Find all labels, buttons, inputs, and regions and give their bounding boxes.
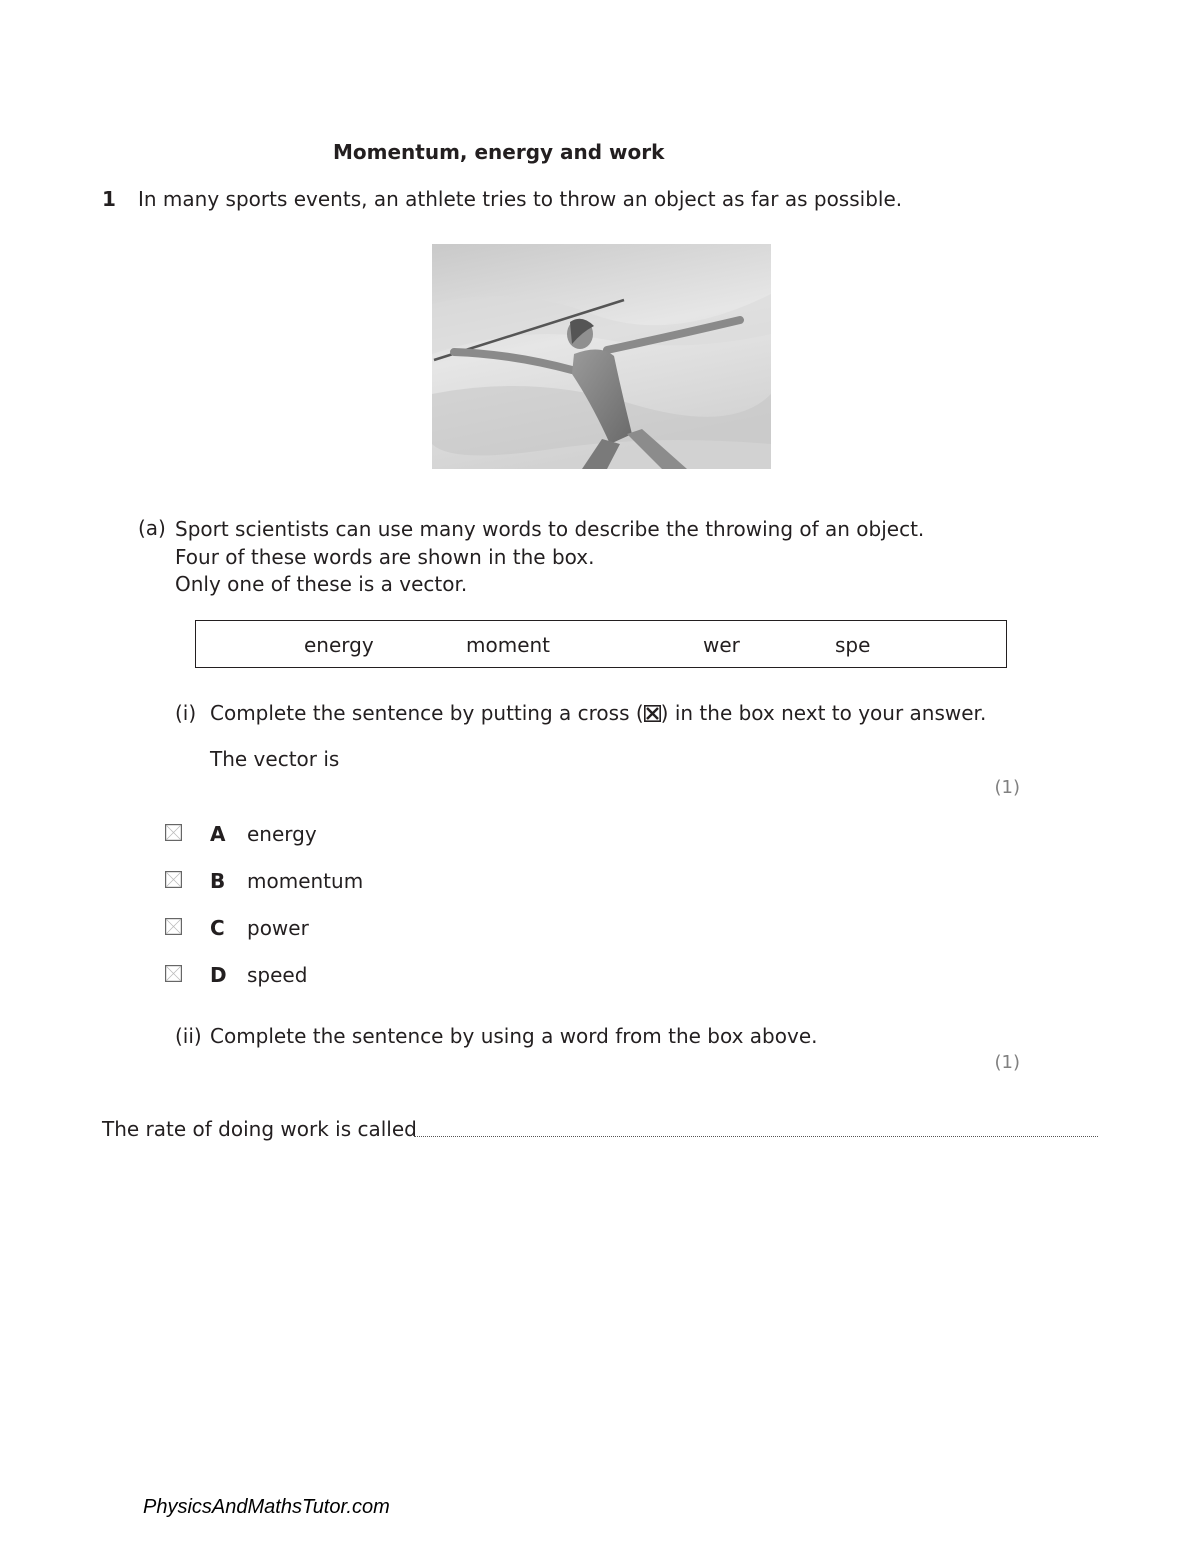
option-c-checkbox[interactable] [165, 918, 182, 935]
question-number: 1 [102, 187, 116, 211]
javelin-thrower-photo [432, 244, 771, 469]
part-ii-stem: The rate of doing work is called [102, 1117, 417, 1141]
option-d-letter: D [210, 963, 227, 987]
page-title: Momentum, energy and work [333, 140, 665, 164]
part-ii-label: (ii) [175, 1024, 202, 1048]
part-a-line: Sport scientists can use many words to describe the throwing of an object. [175, 517, 925, 541]
word-box [195, 620, 1007, 668]
box-word: wer [703, 633, 740, 657]
option-a-letter: A [210, 822, 226, 846]
option-b-letter: B [210, 869, 226, 893]
box-word: moment [466, 633, 551, 657]
part-a-label: (a) [138, 516, 166, 540]
box-word: energy [304, 633, 374, 657]
option-d-word: speed [247, 963, 308, 987]
part-ii-instruction: Complete the sentence by using a word from the box above. [210, 1024, 818, 1048]
option-b-word: momentum [247, 869, 364, 893]
part-a-line: Four of these words are shown in the box. [175, 544, 595, 569]
answer-line[interactable] [414, 1136, 1098, 1137]
part-i-label: (i) [175, 701, 197, 725]
option-b-checkbox[interactable] [165, 871, 182, 888]
part-a-text [175, 516, 924, 599]
question-text: In many sports events, an athlete tries to throw an object as far as possible. [138, 187, 903, 211]
option-c-letter: C [210, 916, 225, 940]
option-a-checkbox[interactable] [165, 824, 182, 841]
part-i-instruction: Complete the sentence by putting a cross ( ) in the box next to your answer. [210, 701, 987, 725]
part-i-marks: (1) [994, 777, 1020, 798]
option-c-word: power [247, 916, 309, 940]
option-a-word: energy [247, 822, 317, 846]
footer-site: PhysicsAndMathsTutor.com [143, 1496, 390, 1518]
option-d-checkbox[interactable] [165, 965, 182, 982]
part-a-line: Only one of these is a vector. [175, 572, 468, 596]
cross-box-icon [644, 705, 661, 722]
part-ii-marks: (1) [994, 1052, 1020, 1073]
box-word: spe [835, 633, 871, 657]
part-i-stem: The vector is [210, 747, 340, 771]
